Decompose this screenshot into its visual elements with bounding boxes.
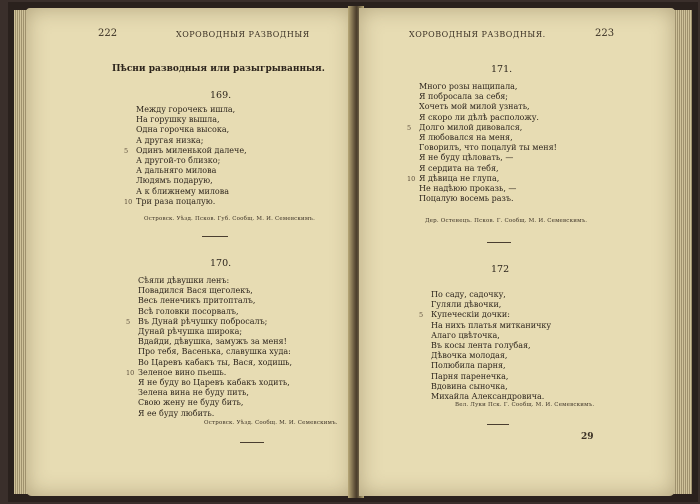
song-171-source: Дер. Остенецъ. Псков. Г. Сообщ. М. И. Семевскимъ. xyxy=(425,218,588,224)
page-number-left: 222 xyxy=(98,28,118,39)
line-number-marker: 5 xyxy=(419,311,424,320)
verse-line: Въ косы лента голубая, xyxy=(431,341,531,351)
song-170-verse xyxy=(126,276,293,419)
verse-line: Я ее буду любить. xyxy=(138,408,215,418)
verse-line: Поцалую восемь разъ. xyxy=(419,194,514,204)
verse-line: А другой-то близко; xyxy=(136,156,221,166)
verse-line: Повадился Вася щеголекъ, xyxy=(138,286,253,296)
line-number-marker: 10 xyxy=(124,197,133,206)
running-head-right: ХОРОВОДНЫЯ РАЗВОДНЫЯ. xyxy=(409,30,546,39)
verse-line: Дѣвочка молодая, xyxy=(431,351,508,361)
verse-line: Свою жену не буду бить, xyxy=(138,398,244,408)
right-page xyxy=(359,8,675,496)
line-number-marker: 5 xyxy=(126,317,131,326)
verse-line: Гуляли дѣвочки, xyxy=(431,300,502,310)
verse-line: Вдайди, дѣвушка, замужъ за меня! xyxy=(138,337,287,347)
line-number-marker: 10 xyxy=(407,174,416,183)
verse-line: Я дѣвица не глупа, 10 xyxy=(407,173,500,183)
song-169-source: Островск. Уѣзд. Псков. Губ. Сообщ. М. И. Семевскимъ. xyxy=(144,216,316,222)
song-172-source: Вел. Луки Пск. Г. Сообщ. М. И. Семевскимъ. xyxy=(455,402,595,408)
verse-line: Въ Дунай рѣчушку побросалъ; 5 xyxy=(126,316,268,326)
right-page-edges xyxy=(672,10,692,494)
verse-line: Я не буду во Царевъ кабакъ ходить, xyxy=(138,378,290,388)
verse-line: Я не буду цѣловать, — xyxy=(419,153,514,163)
verse-line: Три раза поцалую. 10 xyxy=(124,196,216,206)
verse-line: Алаго цвѣточка, xyxy=(431,330,500,340)
verse-line: Полюбила парня, xyxy=(431,361,506,371)
book-spread xyxy=(8,2,698,502)
song-169-number: 169. xyxy=(210,90,232,101)
verse-line: Не надѣюю проказь, — xyxy=(419,184,517,194)
verse-line: Во Царевъ кабакъ ты, Вася, ходишь, xyxy=(138,357,293,367)
verse-line: По саду, садочку, xyxy=(431,290,506,299)
verse-line: Купеческiи дочки: 5 xyxy=(419,310,510,320)
divider-rule xyxy=(202,236,228,237)
verse-line: Всѣ головки посорвалъ, xyxy=(138,306,239,316)
verse-line: Вдовина сыночка, xyxy=(431,381,508,391)
verse-line: Людямъ подарую, xyxy=(136,176,213,186)
line-number-marker: 5 xyxy=(407,123,412,132)
song-171-verse xyxy=(407,82,557,204)
verse-line: Между горочекъ ишла, xyxy=(136,105,236,114)
song-170-source: Островск. Уѣзд. Сообщ. М. И. Семевскимъ. xyxy=(204,420,338,426)
verse-line: Дунай рѣчушка широка; xyxy=(138,327,243,337)
verse-line: Я побросала за себя; xyxy=(419,92,508,102)
verse-line: Весь ленечикъ притопталъ, xyxy=(138,296,256,306)
verse-line: На нихъ платья митканичку xyxy=(431,320,552,330)
song-172-number: 172 xyxy=(491,264,510,275)
signature-mark: 29 xyxy=(581,432,594,442)
verse-line: Одна горочка высока, xyxy=(136,125,230,135)
verse-line: Сѣяли дѣвушки ленъ: xyxy=(138,276,230,285)
song-169-verse xyxy=(124,105,247,207)
song-172-verse xyxy=(419,290,552,402)
verse-line: Зеленое вино пьешь. 10 xyxy=(126,367,227,377)
verse-line: Долго милой дивовался, 5 xyxy=(407,122,523,132)
divider-rule xyxy=(487,424,509,425)
verse-line: Хочеть мой милой узнать, xyxy=(419,102,530,112)
section-title: Пѣсни разводныя или разыгрыванныя. xyxy=(112,64,325,74)
verse-line: Я любовался на меня, xyxy=(419,133,513,143)
song-171-number: 171. xyxy=(491,64,513,75)
divider-rule xyxy=(240,442,264,443)
line-number-marker: 5 xyxy=(124,146,129,155)
verse-line: Про тебя, Васенька, славушка худа: xyxy=(138,347,291,357)
verse-line: Зелена вина не буду пить, xyxy=(138,388,249,398)
verse-line: Я скоро ли дѣлѣ расположу. xyxy=(419,112,539,122)
verse-line: Парня паренечка, xyxy=(431,371,509,381)
verse-line: А к ближнему милова xyxy=(136,186,229,196)
verse-line: А другая низка; xyxy=(136,135,204,145)
divider-rule xyxy=(487,242,511,243)
line-number-marker: 10 xyxy=(126,368,135,377)
song-170-number: 170. xyxy=(210,258,232,269)
page-number-right: 223 xyxy=(595,28,615,39)
verse-line: Я сердита на тебя, xyxy=(419,163,499,173)
verse-line: Одинъ миленькой далече, 5 xyxy=(124,145,247,155)
verse-line: Говорилъ, что поцалуй ты меня! xyxy=(419,143,557,153)
verse-line: А дальняго милова xyxy=(136,166,217,176)
running-head-left: ХОРОВОДНЫЯ РАЗВОДНЫЯ xyxy=(176,30,310,39)
left-page xyxy=(26,8,353,496)
verse-line: На горушку вышла, xyxy=(136,115,220,125)
verse-line: Много розы нащипала, xyxy=(419,82,518,91)
verse-line: Михайла Александровича. xyxy=(431,392,545,402)
